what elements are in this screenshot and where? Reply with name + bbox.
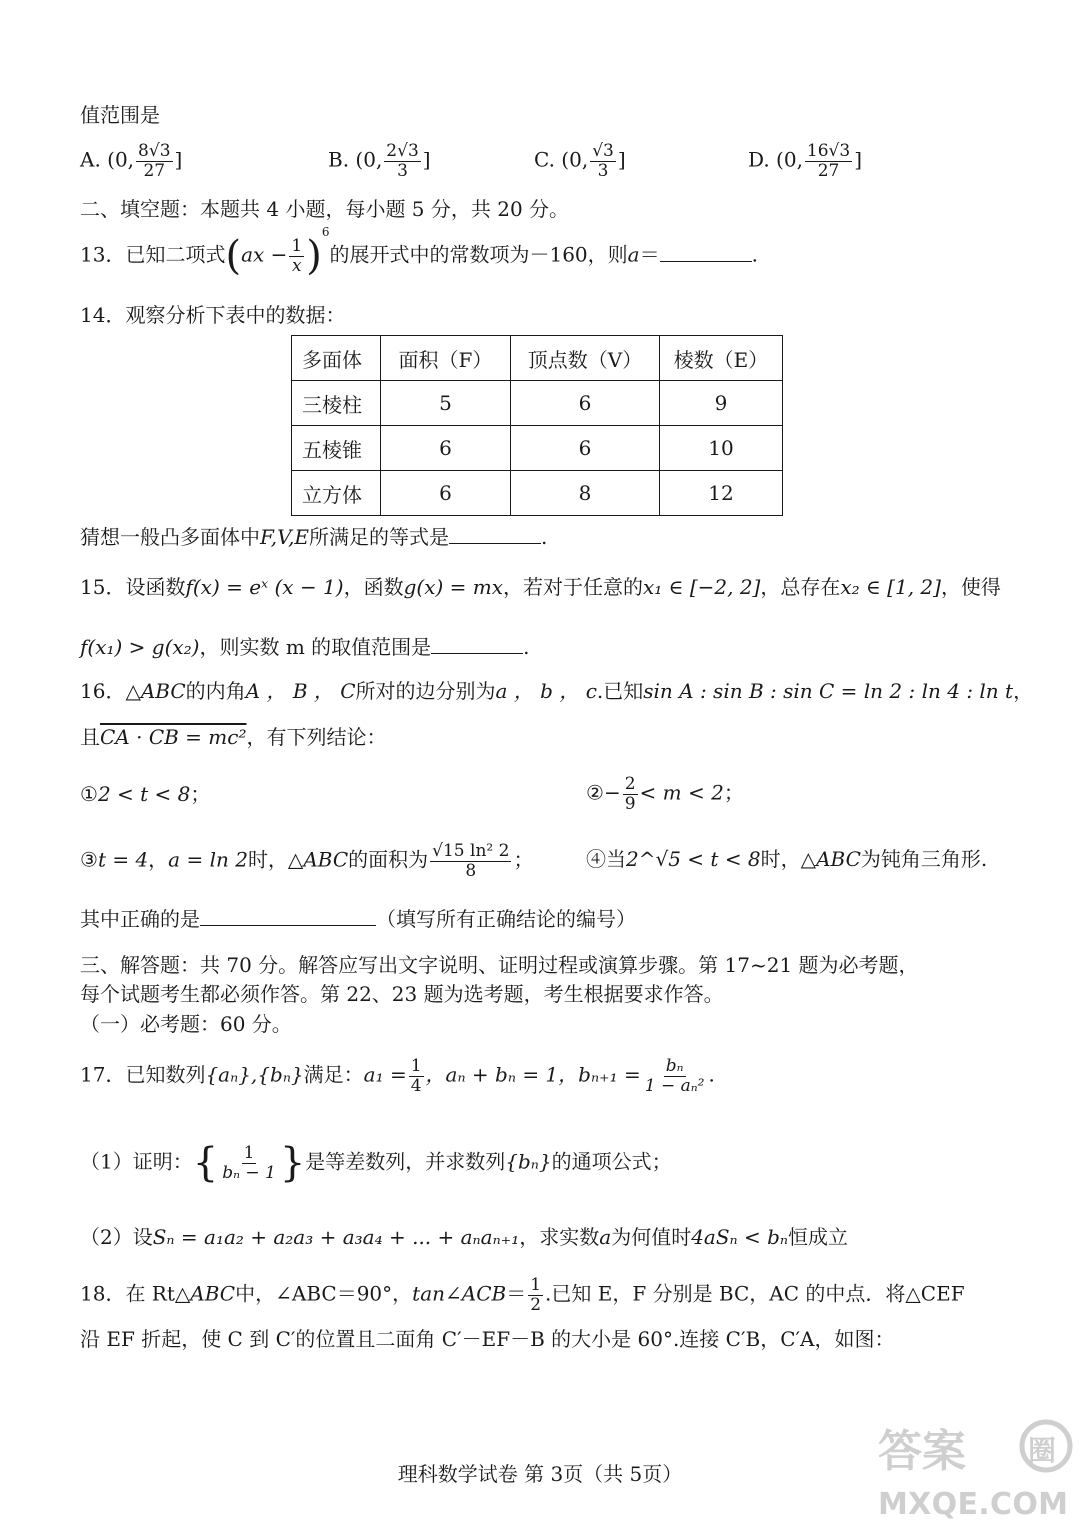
table-header-cell: 顶点数（V）: [511, 336, 660, 381]
q16-conclusion-1: ①2 < t < 8；: [80, 782, 211, 806]
q17-part1: （1）证明：{ $\frac{1}{\text{bₙ − 1}}$ }是等差数列，并求数列{bₙ}的通项公式；: [80, 1140, 672, 1186]
table-row: [292, 426, 783, 471]
q17-stem: 17．已知数列{aₙ},{bₙ}满足：a₁ = $\frac{1}{4}$ ，aₙ + bₙ = 1，bₙ₊₁ = $\frac{\text{bₙ}}{\text{1 − aₙ²}}$ .: [80, 1056, 715, 1096]
q16-line1: 16．△ABC的内角A ， B ， C所对的边分别为a ， b ， c.已知sin A : sin B : sin C = ln 2 : ln 4 : ln t，: [80, 679, 1034, 703]
q15-line2: f(x₁) > g(x₂)，则实数 m 的取值范围是 .: [80, 635, 530, 659]
q18-line1: 18．在 Rt△ABC中，∠ABC＝90°，tan∠ACB＝ $\frac{1}{2}$ .已知 E，F 分别是 BC，AC 的中点．将△CEF: [80, 1275, 965, 1315]
q12-option-d: D. (0, $\frac{16√3}{27}$ ]: [748, 141, 863, 181]
svg-text:MXQE.COM: MXQE.COM: [878, 1487, 1068, 1522]
section3-line3: （一）必考题：60 分。: [80, 1012, 292, 1036]
page-footer: 理科数学试卷 第 3页（共 5页）: [397, 1462, 683, 1486]
svg-text:圈: 圈: [1028, 1434, 1057, 1467]
section2-header: 二、填空题：本题共 4 小题，每小题 5 分，共 20 分。: [80, 197, 570, 221]
table-header-cell: 面积（F）: [381, 336, 511, 381]
q14-prompt: 14．观察分析下表中的数据：: [80, 303, 346, 327]
table-cell: 立方体: [292, 471, 381, 516]
q16-conclusion-2: ②− $\frac{2}{9}$ < m < 2；: [586, 774, 744, 814]
table-cell: 6: [511, 426, 660, 471]
q16-line2: 且CA · CB = mc²，有下列结论：: [80, 725, 387, 749]
table-cell: 5: [381, 381, 511, 426]
svg-text:答案: 答案: [878, 1426, 966, 1477]
q14-answer-blank[interactable]: [449, 543, 541, 544]
table-row: [292, 381, 783, 426]
q16-conclusion-3: ③t = 4，a = ln 2时，△ABC的面积为 $\frac{\text{√15 ln² 2}}{8}$ ；: [80, 841, 534, 881]
table-cell: 五棱锥: [292, 426, 381, 471]
q12-option-a: A. (0, $\frac{8√3}{27}$ ]: [80, 141, 183, 181]
section3-line1: 三、解答题：共 70 分。解答应写出文字说明、证明过程或演算步骤。第 17~21 题为必考题，: [80, 953, 919, 977]
q15-answer-blank[interactable]: [431, 653, 523, 654]
q16-conclusion-4: ④当2^√5 < t < 8时，△ABC为钝角三角形.: [586, 847, 988, 871]
section3-line2: 每个试题考生都必须作答。第 22、23 题为选考题，考生根据要求作答。: [80, 982, 724, 1006]
table-header-cell: 棱数（E）: [660, 336, 783, 381]
q17-part2: （2）设Sₙ = a₁a₂ + a₂a₃ + a₃a₄ + ... + aₙaₙ₊₁，求实数a为何值时4aSₙ < bₙ恒成立: [80, 1225, 849, 1249]
q13: 13．已知二项式(ax − $\frac{1}{x}$ )$^6$的展开式中的常数项为－160，则a＝ .: [80, 224, 758, 279]
watermark-logo: [868, 1410, 1073, 1522]
q12-tail: 值范围是: [80, 103, 160, 127]
q12-option-c: C. (0, $\frac{√3}{3}$ ]: [534, 141, 626, 181]
polyhedra-table: [291, 335, 783, 516]
table-cell: 三棱柱: [292, 381, 381, 426]
table-cell: 6: [381, 471, 511, 516]
q16-answer-line: 其中正确的是 （填写所有正确结论的编号）: [80, 907, 636, 931]
q18-line2: 沿 EF 折起，使 C 到 C′的位置且二面角 C′－EF－B 的大小是 60°.连接 C′B，C′A，如图：: [80, 1327, 895, 1351]
table-row: [292, 471, 783, 516]
table-cell: 12: [660, 471, 783, 516]
table-cell: 6: [511, 381, 660, 426]
q12-option-b: B. (0, $\frac{2√3}{3}$ ]: [328, 141, 431, 181]
q14-guess: 猜想一般凸多面体中F,V,E所满足的等式是 .: [80, 525, 548, 549]
table-cell: 9: [660, 381, 783, 426]
table-cell: 10: [660, 426, 783, 471]
watermark-icon: [868, 1410, 1073, 1522]
table-cell: 6: [381, 426, 511, 471]
table-cell: 8: [511, 471, 660, 516]
q15-line1: 15．设函数f(x) = eˣ (x − 1)，函数g(x) = mx，若对于任意的x₁ ∈ [−2, 2]，总存在x₂ ∈ [1, 2]，使得: [80, 575, 1001, 599]
q13-answer-blank[interactable]: [660, 261, 752, 262]
table-header-cell: 多面体: [292, 336, 381, 381]
q16-answer-blank[interactable]: [200, 925, 376, 926]
table-header-row: [292, 336, 783, 381]
